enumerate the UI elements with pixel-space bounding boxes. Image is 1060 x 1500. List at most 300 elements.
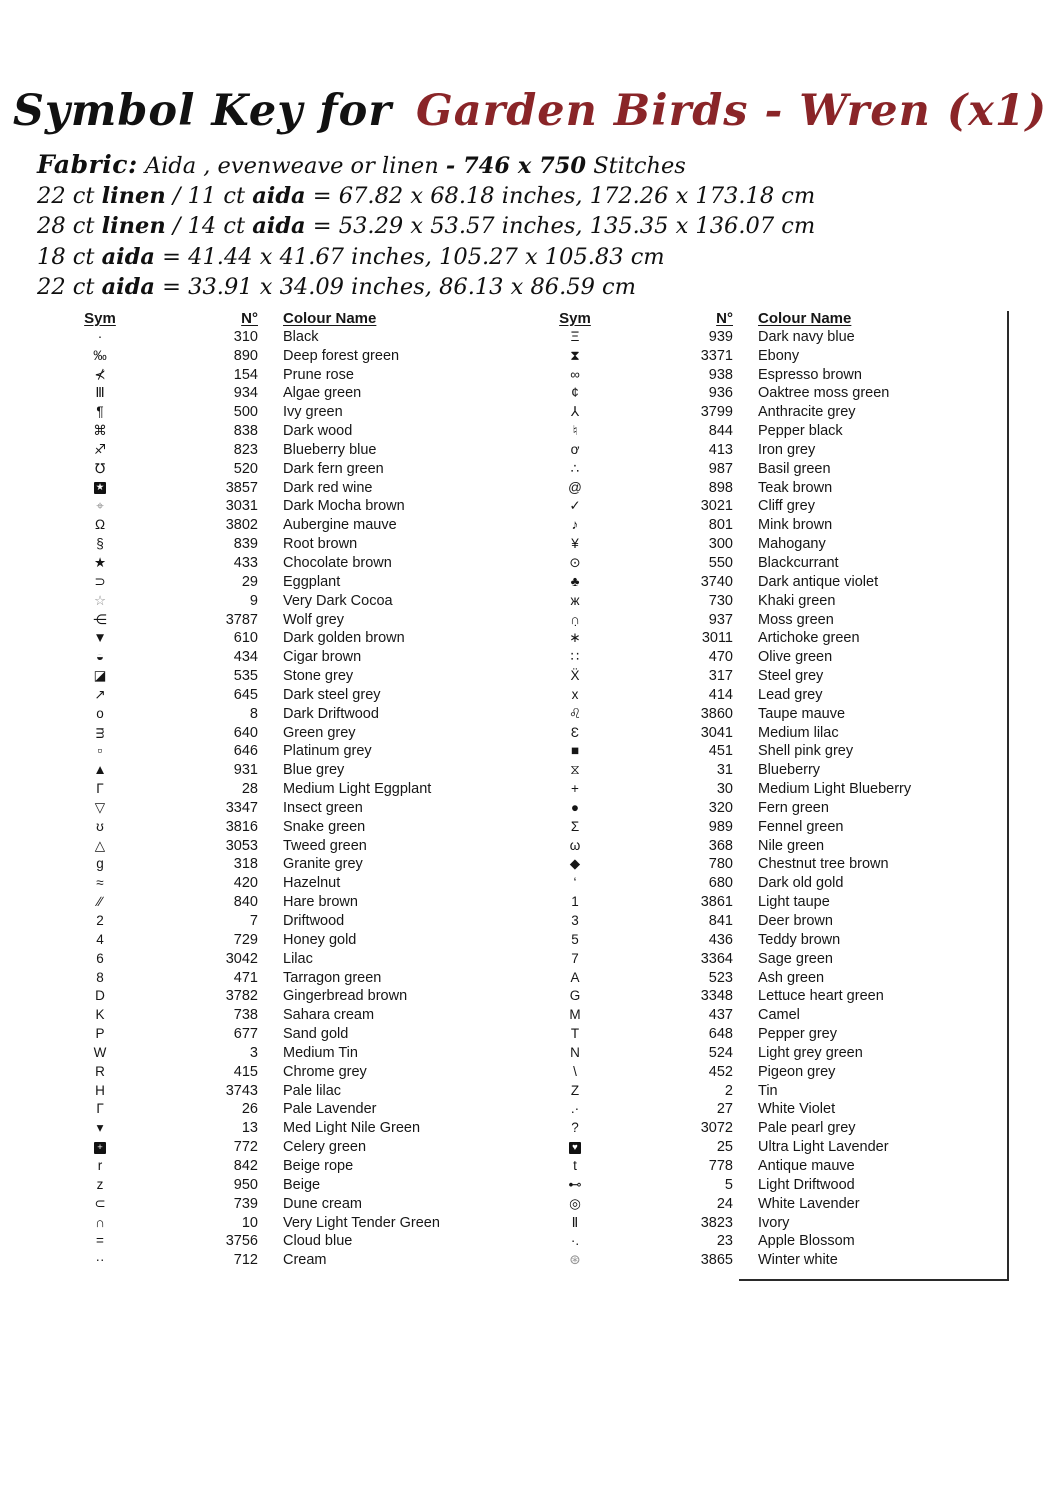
colour-name-cell: Light taupe [758, 894, 830, 911]
colour-name-cell: Cigar brown [283, 649, 362, 666]
colour-name-cell: Basil green [758, 460, 831, 477]
thread-number-cell: 318 [233, 856, 258, 873]
thread-number-cell: 989 [708, 818, 733, 835]
symbol-cell: 7 [571, 950, 579, 966]
thread-number-cell: 677 [233, 1026, 258, 1043]
symbol-cell: ∴ [570, 460, 580, 476]
symbol-cell: z [96, 1176, 104, 1192]
colour-name-cell: Sand gold [283, 1026, 349, 1043]
thread-number-cell: 3816 [225, 818, 258, 835]
colour-name-cell: Eggplant [283, 573, 341, 590]
thread-number-cell: 898 [708, 479, 733, 496]
colour-name-cell: Medium Light Blueberry [758, 781, 912, 798]
fabric-text: = 33.91 x 34.09 inches, 86.13 x 86.59 cm [155, 274, 636, 300]
symbol-cell: t [573, 1157, 577, 1173]
symbol-cell: ▾ [96, 1120, 104, 1136]
colour-name-cell: Medium lilac [758, 724, 839, 741]
symbol-cell: ▽ [94, 799, 106, 815]
colour-name-cell: Pepper grey [758, 1026, 837, 1043]
colour-name-cell: Chestnut tree brown [758, 856, 889, 873]
symbol-cell: D [95, 988, 105, 1004]
symbol-cell: x [571, 686, 579, 702]
thread-number-cell: 3802 [225, 517, 258, 534]
symbol-cell: Ⅲ [95, 385, 105, 401]
symbol-cell: = [96, 1233, 104, 1249]
thread-number-cell: 778 [708, 1157, 733, 1174]
symbol-cell: ▼ [93, 630, 107, 646]
colour-name-cell: Tarragon green [283, 969, 382, 986]
thread-number-cell: 317 [708, 668, 733, 685]
fabric-text: / 11 ct [165, 182, 253, 209]
thread-number-cell: 310 [233, 328, 258, 345]
symbol-key-column-right [535, 309, 993, 1270]
symbol-cell: · [97, 328, 103, 344]
thread-number-cell: 801 [708, 517, 733, 534]
fabric-line [37, 272, 815, 303]
fabric-line [37, 211, 815, 242]
symbol-cell: ‘ [573, 875, 577, 891]
thread-number-cell: 934 [233, 385, 258, 402]
symbol-cell [60, 497, 140, 516]
symbol-cell: Г [96, 1101, 104, 1117]
thread-number-cell: 414 [708, 686, 733, 703]
colour-name-cell: Oaktree moss green [758, 385, 890, 402]
thread-number-cell: 437 [708, 1007, 733, 1024]
thread-number-cell: 772 [233, 1139, 258, 1156]
colour-name-cell: Mink brown [758, 517, 833, 534]
symbol-cell: ⊃ [94, 573, 106, 589]
symbol-cell: ∗ [569, 630, 581, 646]
symbol-cell: W [93, 1044, 107, 1060]
thread-number-cell: 31 [716, 762, 733, 779]
colour-name-cell: Nile green [758, 837, 825, 854]
colour-name-cell: Dark Driftwood [283, 705, 379, 722]
colour-name-cell: Fennel green [758, 818, 844, 835]
fabric-text: aida [101, 274, 156, 300]
symbol-cell: 8 [96, 969, 104, 985]
symbol-cell: ♌ [568, 705, 582, 721]
boxed-symbol: ★ [95, 482, 105, 494]
fabric-text: / 14 ct [165, 213, 253, 239]
column-header-number: N° [241, 310, 258, 327]
colour-name-cell: Green grey [283, 724, 356, 741]
symbol-cell: ⌘ [93, 423, 107, 439]
colour-name-cell: Ivory [758, 1214, 790, 1231]
symbol-cell: P [95, 1026, 105, 1042]
fabric-line [37, 150, 815, 181]
thread-number-cell: 3371 [700, 347, 733, 364]
fabric-text: aida [101, 243, 156, 270]
thread-number-cell: 3865 [700, 1252, 733, 1269]
adjacent-box-horizontal-rule [739, 1279, 1009, 1281]
colour-name-cell: Dark old gold [758, 875, 844, 892]
symbol-cell: ж [570, 592, 580, 608]
symbol-cell: ♪ [571, 517, 579, 533]
thread-number-cell: 3860 [700, 705, 733, 722]
thread-number-cell: 3021 [700, 498, 733, 515]
colour-name-cell: Pepper black [758, 423, 843, 440]
thread-number-cell: 413 [708, 441, 733, 458]
fabric-text: Aida , evenweave or linen [137, 153, 446, 179]
symbol-cell: ∩̣ [570, 611, 580, 627]
fabric-text: aida [252, 213, 306, 239]
thread-number-cell: 29 [241, 573, 258, 590]
colour-name-cell: Mahogany [758, 536, 826, 553]
thread-number-cell: 28 [241, 781, 258, 798]
symbol-cell: ◆ [569, 856, 581, 872]
symbol-key-column-left [60, 309, 505, 1270]
thread-number-cell: 434 [233, 649, 258, 666]
colour-name-cell: Dark Mocha brown [283, 498, 405, 515]
colour-name-cell: Moss green [758, 611, 834, 628]
thread-number-cell: 2 [724, 1082, 733, 1099]
thread-number-cell: 300 [708, 536, 733, 553]
thread-number-cell: 3042 [225, 950, 258, 967]
thread-number-cell: 931 [233, 762, 258, 779]
symbol-cell: 4 [96, 931, 104, 947]
symbol-cell: § [96, 536, 104, 552]
colour-name-cell: Taupe mauve [758, 705, 846, 722]
symbol-cell [535, 1251, 615, 1270]
symbol-cell: 6 [96, 950, 104, 966]
symbol-cell: r [97, 1157, 103, 1173]
colour-name-cell: Shell pink grey [758, 743, 854, 760]
colour-name-cell: Root brown [283, 536, 358, 553]
colour-name-cell: Blueberry blue [283, 441, 377, 458]
symbol-cell: G [569, 988, 581, 1004]
adjacent-box-vertical-rule [1007, 311, 1009, 1280]
symbol-cell: Γ [96, 781, 104, 797]
colour-name-cell: White Violet [758, 1101, 836, 1118]
symbol-cell: Σ [570, 818, 580, 834]
thread-number-cell: 3041 [700, 724, 733, 741]
colour-name-cell: Iron grey [758, 441, 816, 458]
thread-number-cell: 838 [233, 423, 258, 440]
colour-name-cell: Steel grey [758, 668, 824, 685]
symbol-cell: @ [568, 479, 582, 495]
thread-number-cell: 738 [233, 1007, 258, 1024]
colour-name-cell: Pale Lavender [283, 1101, 377, 1118]
symbol-cell: ⊷ [568, 1176, 582, 1192]
thread-number-cell: 3348 [700, 988, 733, 1005]
colour-name-cell: Cliff grey [758, 498, 815, 515]
colour-name-cell: Pale lilac [283, 1082, 342, 1099]
fabric-text: 22 ct [37, 274, 102, 300]
thread-number-cell: 7 [249, 913, 258, 929]
symbol-cell [60, 479, 140, 498]
thread-number-cell: 523 [708, 969, 733, 986]
thread-number-cell: 890 [233, 347, 258, 364]
thread-number-cell: 27 [716, 1101, 733, 1118]
colour-name-cell: Apple Blossom [758, 1233, 855, 1250]
thread-number-cell: 452 [708, 1063, 733, 1080]
colour-name-cell: Platinum grey [283, 743, 372, 760]
colour-name-cell: Dark steel grey [283, 686, 381, 703]
symbol-cell: R [95, 1063, 105, 1079]
symbol-cell: Ⅱ [571, 1214, 579, 1230]
colour-name-cell: Deep forest green [283, 347, 400, 364]
colour-name-cell: Sage green [758, 950, 833, 967]
colour-name-cell: Gingerbread brown [283, 988, 408, 1005]
colour-name-cell: Ebony [758, 347, 800, 364]
symbol-cell: Ξ [570, 328, 580, 344]
thread-number-cell: 712 [233, 1252, 258, 1269]
symbol-cell: Ω [94, 517, 106, 533]
thread-number-cell: 9 [249, 592, 258, 609]
thread-number-cell: 500 [233, 404, 258, 421]
colour-name-cell: Sahara cream [283, 1007, 375, 1024]
symbol-cell: ✓ [569, 498, 581, 514]
symbol-cell: ♐ [93, 441, 107, 457]
symbol-cell: K [95, 1007, 105, 1023]
colour-name-cell: Black [283, 328, 319, 345]
thread-number-cell: 987 [708, 460, 733, 477]
fabric-text: Stitches [586, 153, 686, 179]
column-header-number: N° [716, 310, 733, 327]
thread-number-cell: 320 [708, 799, 733, 816]
symbol-cell: 2 [96, 913, 104, 928]
colour-name-cell: Dark red wine [283, 479, 373, 496]
symbol-cell: 1 [571, 894, 579, 910]
colour-name-cell: Very Dark Cocoa [283, 592, 393, 609]
colour-name-cell: Fern green [758, 799, 829, 816]
thread-number-cell: 471 [233, 969, 258, 986]
thread-number-cell: 433 [233, 554, 258, 571]
thread-number-cell: 842 [233, 1157, 258, 1174]
symbol-cell: △ [94, 837, 106, 853]
colour-name-cell: Medium Light Eggplant [283, 781, 432, 798]
fabric-text: = 67.82 x 68.18 inches, 172.26 x 173.18 cm [305, 182, 816, 209]
boxed-symbol: ♥ [569, 1142, 581, 1154]
colour-name-cell: Blackcurrant [758, 554, 839, 571]
column-header-colour-name: Colour Name [758, 310, 852, 327]
fabric-info-block [37, 150, 815, 303]
thread-number-cell: 839 [233, 536, 258, 553]
colour-name-cell: Ultra Light Lavender [758, 1139, 889, 1156]
thread-number-cell: 535 [233, 668, 258, 685]
thread-number-cell: 8 [249, 705, 258, 722]
symbol-cell: A [570, 969, 580, 985]
title-pattern-name: Garden Birds - Wren (x1) [416, 86, 1048, 136]
colour-name-cell: Teddy brown [758, 931, 841, 948]
colour-name-cell: Med Light Nile Green [283, 1120, 421, 1137]
colour-name-cell: Dark antique violet [758, 573, 879, 590]
symbol-cell: ◎ [569, 1195, 581, 1211]
colour-name-cell: Algae green [283, 385, 362, 402]
thread-number-cell: 844 [708, 423, 733, 440]
symbol-cell: Ɛ [570, 724, 580, 740]
colour-name-cell: Khaki green [758, 592, 836, 609]
colour-name-cell: Teak brown [758, 479, 833, 496]
colour-name-cell: Wolf grey [283, 611, 344, 628]
symbol-cell: ·· [95, 1252, 105, 1268]
thread-number-cell: 23 [716, 1233, 733, 1250]
thread-number-cell: 3053 [225, 837, 258, 854]
symbol-cell: ⊙ [569, 554, 581, 570]
symbol-cell: ♮ [572, 423, 578, 439]
symbol-cell: ℧ [94, 460, 106, 476]
thread-number-cell: 729 [233, 931, 258, 948]
colour-name-cell: Olive green [758, 649, 833, 666]
thread-number-cell: 841 [708, 913, 733, 929]
symbol-cell: ∞ [570, 366, 580, 382]
thread-number-cell: 524 [708, 1044, 733, 1061]
symbol-cell: ↗ [94, 686, 106, 702]
symbol-cell: ⊀ [94, 366, 106, 382]
thread-number-cell: 646 [233, 743, 258, 760]
colour-name-cell: Snake green [283, 818, 366, 835]
symbol-cell: ơ [570, 441, 580, 457]
colour-name-cell: Stone grey [283, 668, 354, 685]
symbol-cell: N [570, 1044, 580, 1060]
symbol-cell: 5 [571, 931, 579, 947]
symbol-cell: ⅄ [570, 404, 580, 420]
thread-number-cell: 368 [708, 837, 733, 854]
colour-name-cell: Pigeon grey [758, 1063, 836, 1080]
thread-number-cell: 739 [233, 1195, 258, 1212]
thread-number-cell: 420 [233, 875, 258, 892]
colour-name-cell: Granite grey [283, 856, 363, 873]
grey-symbol: ⊛ [569, 1252, 581, 1268]
symbol-cell: 3 [571, 913, 579, 928]
symbol-cell: ⋲ [93, 611, 107, 627]
symbol-cell: .· [570, 1101, 580, 1117]
colour-name-cell: White Lavender [758, 1195, 860, 1212]
colour-name-cell: Lead grey [758, 686, 823, 703]
thread-number-cell: 550 [708, 554, 733, 571]
symbol-cell: \ [573, 1063, 577, 1079]
colour-name-cell: Light grey green [758, 1044, 863, 1061]
thread-number-cell: 3823 [700, 1214, 733, 1231]
symbol-cell: + [571, 781, 579, 797]
thread-number-cell: 939 [708, 328, 733, 345]
thread-number-cell: 645 [233, 686, 258, 703]
colour-name-cell: Light Driftwood [758, 1176, 855, 1193]
symbol-cell: ∩ [95, 1214, 105, 1230]
symbol-cell: Ẍ [570, 668, 580, 684]
colour-name-cell: Antique mauve [758, 1157, 855, 1174]
colour-name-cell: Deer brown [758, 913, 833, 929]
thread-number-cell: 451 [708, 743, 733, 760]
symbol-cell: ■ [570, 743, 580, 759]
thread-number-cell: 3 [249, 1044, 258, 1061]
symbol-cell: g [96, 856, 104, 872]
title-prefix: Symbol Key for [12, 86, 392, 136]
thread-number-cell: 26 [241, 1101, 258, 1118]
fabric-text: = 41.44 x 41.67 inches, 105.27 x 105.83 cm [155, 243, 665, 270]
symbol-cell: M [569, 1007, 581, 1023]
colour-name-cell: Dark wood [283, 423, 353, 440]
thread-number-cell: 823 [233, 441, 258, 458]
colour-name-cell: Pale pearl grey [758, 1120, 856, 1137]
colour-name-cell: Tin [758, 1082, 778, 1099]
colour-name-cell: Lettuce heart green [758, 988, 884, 1005]
symbol-cell: ▫ [97, 743, 103, 759]
symbol-cell: H [95, 1082, 105, 1098]
thread-number-cell: 13 [241, 1120, 258, 1137]
colour-name-cell: Honey gold [283, 931, 357, 948]
thread-number-cell: 3072 [700, 1120, 733, 1137]
column-header-colour-name: Colour Name [283, 310, 377, 327]
symbol-cell: ‰ [93, 347, 107, 363]
symbol-cell: ◒ [95, 649, 105, 665]
thread-number-cell: 3782 [225, 988, 258, 1005]
grey-symbol: ☆ [93, 592, 107, 608]
colour-name-cell: Cloud blue [283, 1233, 353, 1250]
symbol-cell: ⧗ [570, 347, 580, 363]
symbol-cell: ∕∕ [97, 894, 103, 910]
fabric-text: linen [101, 213, 166, 239]
colour-name-cell: Dark navy blue [758, 328, 855, 345]
thread-number-cell: 3364 [700, 950, 733, 967]
colour-name-cell: Camel [758, 1007, 800, 1024]
colour-name-cell: Dark golden brown [283, 630, 405, 647]
thread-number-cell: 25 [716, 1139, 733, 1156]
thread-number-cell: 154 [233, 366, 258, 383]
colour-name-cell: Aubergine mauve [283, 517, 397, 534]
fabric-text: linen [101, 182, 166, 209]
thread-number-cell: 950 [233, 1176, 258, 1193]
symbol-cell: ● [570, 799, 580, 815]
symbol-cell: ? [571, 1120, 579, 1136]
thread-number-cell: 3857 [225, 479, 258, 496]
page-title [0, 86, 1060, 136]
fabric-line [37, 242, 815, 273]
thread-number-cell: 3787 [225, 611, 258, 628]
thread-number-cell: 840 [233, 894, 258, 911]
boxed-symbol: + [94, 1142, 106, 1154]
grey-symbol: ⌖ [96, 498, 104, 514]
symbol-cell: ★ [93, 554, 107, 570]
symbol-cell: ᴟ [95, 724, 105, 740]
thread-number-cell: 30 [716, 781, 733, 798]
thread-number-cell: 640 [233, 724, 258, 741]
thread-number-cell: 415 [233, 1063, 258, 1080]
symbol-cell: ◪ [93, 668, 107, 684]
thread-number-cell: 3740 [700, 573, 733, 590]
thread-number-cell: 3756 [225, 1233, 258, 1250]
symbol-cell: T [570, 1026, 580, 1042]
colour-name-cell: Cream [283, 1252, 327, 1269]
thread-number-cell: 648 [708, 1026, 733, 1043]
colour-name-cell: Winter white [758, 1252, 838, 1269]
symbol-cell: ¢ [571, 385, 579, 401]
colour-name-cell: Beige rope [283, 1157, 354, 1174]
thread-number-cell: 730 [708, 592, 733, 609]
symbol-cell: ʊ [96, 818, 104, 834]
symbol-cell: ⊂ [94, 1195, 106, 1211]
thread-number-cell: 470 [708, 649, 733, 666]
symbol-cell: Z [570, 1082, 580, 1098]
colour-name-cell: Chrome grey [283, 1063, 367, 1080]
colour-name-cell: Chocolate brown [283, 554, 392, 571]
thread-number-cell: 610 [233, 630, 258, 647]
thread-number-cell: 3799 [700, 404, 733, 421]
colour-name-cell: Espresso brown [758, 366, 862, 383]
colour-name-cell: Artichoke green [758, 630, 860, 647]
thread-number-cell: 936 [708, 385, 733, 402]
colour-name-cell: Prune rose [283, 366, 354, 383]
fabric-text: 18 ct [37, 243, 102, 270]
symbol-cell: ω [569, 837, 581, 853]
colour-name-cell: Dune cream [283, 1195, 362, 1212]
thread-number-cell: 3743 [225, 1082, 258, 1099]
colour-name-cell: Beige [283, 1176, 321, 1193]
thread-number-cell: 3347 [225, 799, 258, 816]
symbol-cell: o [96, 705, 104, 721]
thread-number-cell: 520 [233, 460, 258, 477]
colour-name-cell: Blueberry [758, 762, 821, 779]
